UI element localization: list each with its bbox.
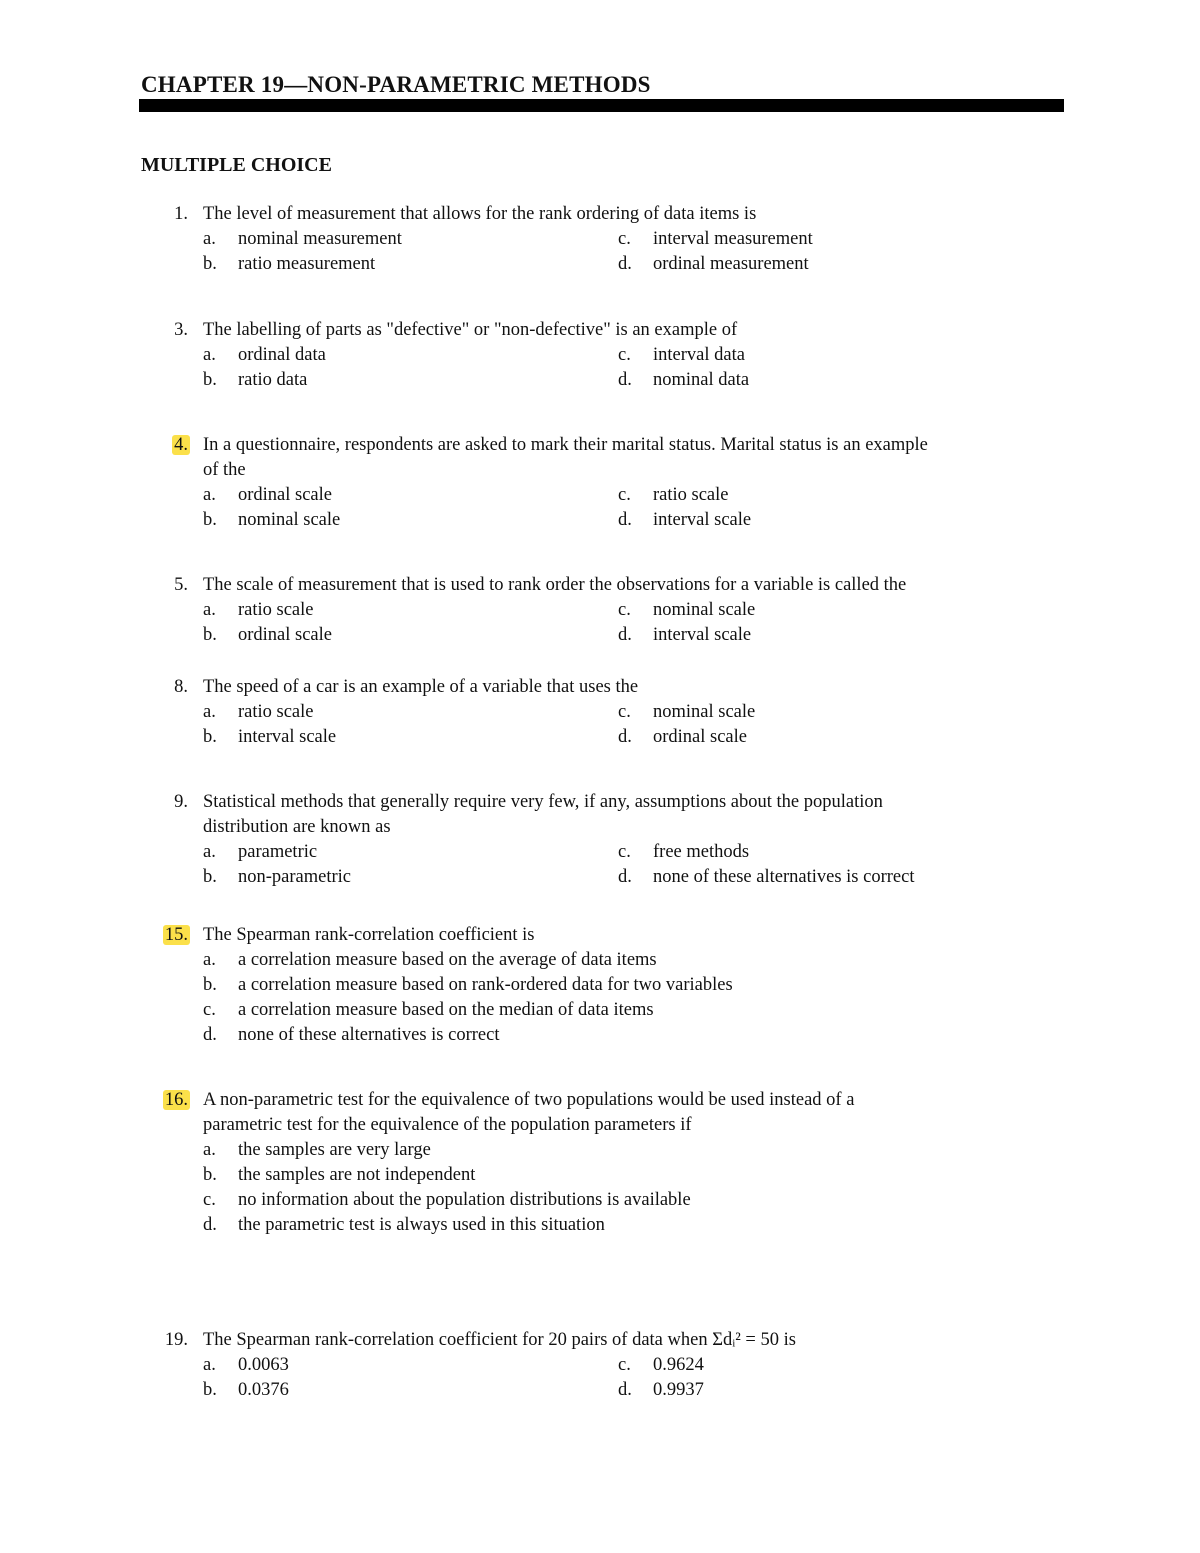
question-number	[140, 202, 190, 227]
question-number-text: 5.	[174, 575, 188, 595]
option-text: 0.0376	[238, 1380, 289, 1400]
question-number-highlighted: 4.	[174, 435, 188, 455]
question-text: The Spearman rank-correlation coefficient is	[203, 925, 535, 945]
option-letter: a.	[203, 950, 216, 970]
option-text: nominal data	[653, 370, 750, 390]
question-stem-line	[140, 458, 1065, 483]
question-text: The scale of measurement that is used to rank order the observations for a variable is called the	[203, 575, 907, 595]
option-text: no information about the population distributions is available	[238, 1190, 691, 1210]
option-letter: a.	[203, 1140, 216, 1160]
option-row	[140, 700, 1065, 725]
option-letter: a.	[203, 600, 216, 620]
option-letter: d.	[618, 370, 632, 390]
option-letter: b.	[203, 1165, 217, 1185]
option-text: the samples are very large	[238, 1140, 431, 1160]
option-letter: a.	[203, 702, 216, 722]
option-text: non-parametric	[238, 867, 351, 887]
question-text: distribution are known as	[203, 817, 391, 837]
option-row	[140, 252, 1065, 277]
option-letter: c.	[618, 345, 631, 365]
option-letter: d.	[203, 1025, 217, 1045]
option-text: ordinal scale	[238, 625, 332, 645]
option-letter: d.	[618, 1380, 632, 1400]
question-item	[140, 923, 1065, 1048]
option-letter: c.	[618, 600, 631, 620]
question-text: In a questionnaire, respondents are asked to mark their marital status. Marital status is an example	[203, 435, 928, 455]
option-text: a correlation measure based on the average of data items	[238, 950, 657, 970]
question-item	[140, 1328, 1065, 1403]
option-letter: b.	[203, 975, 217, 995]
option-text: interval scale	[653, 625, 752, 645]
question-text: The Spearman rank-correlation coefficient for 20 pairs of data when Σdᵢ² = 50 is	[203, 1330, 796, 1350]
option-row	[140, 998, 1065, 1023]
option-text: nominal measurement	[238, 229, 402, 249]
chapter-title: CHAPTER 19—NON-PARAMETRIC METHODS	[141, 72, 651, 97]
option-row	[140, 1378, 1065, 1403]
question-item	[140, 675, 1065, 750]
title-rule	[139, 99, 1064, 112]
question-number-text: 3.	[174, 320, 188, 340]
option-letter: a.	[203, 842, 216, 862]
option-letter: d.	[618, 625, 632, 645]
option-letter: c.	[203, 1000, 216, 1020]
option-text: a correlation measure based on rank-ordered data for two variables	[238, 975, 733, 995]
option-text: nominal scale	[653, 600, 756, 620]
option-text: a correlation measure based on the median of data items	[238, 1000, 654, 1020]
option-row	[140, 725, 1065, 750]
question-text: parametric test for the equivalence of the population parameters if	[203, 1115, 692, 1135]
question-number-text: 1.	[174, 204, 188, 224]
question-number	[140, 675, 190, 700]
option-letter: a.	[203, 1355, 216, 1375]
question-number-highlighted: 15.	[164, 925, 188, 945]
question-text: The labelling of parts as "defective" or "non-defective" is an example of	[203, 320, 738, 340]
option-row	[140, 368, 1065, 393]
question-number	[140, 1328, 190, 1353]
option-row	[140, 598, 1065, 623]
question-stem-line	[140, 790, 1065, 815]
option-row	[140, 1138, 1065, 1163]
question-item	[140, 433, 1065, 533]
option-letter: d.	[618, 510, 632, 530]
question-stem-line	[140, 318, 1065, 343]
option-text: nominal scale	[653, 702, 756, 722]
option-letter: a.	[203, 229, 216, 249]
option-letter: d.	[618, 867, 632, 887]
question-number	[140, 790, 190, 815]
question-item	[140, 573, 1065, 648]
question-number-highlighted: 16.	[164, 1090, 188, 1110]
question-number	[140, 573, 190, 598]
section-heading: MULTIPLE CHOICE	[141, 154, 332, 176]
option-letter: c.	[203, 1190, 216, 1210]
option-text: ratio measurement	[238, 254, 376, 274]
option-text: ordinal scale	[238, 485, 332, 505]
question-stem-line	[140, 815, 1065, 840]
option-text: nominal scale	[238, 510, 341, 530]
option-letter: c.	[618, 485, 631, 505]
option-text: ordinal measurement	[653, 254, 809, 274]
option-row	[140, 1213, 1065, 1238]
question-stem-line	[140, 573, 1065, 598]
option-row	[140, 1163, 1065, 1188]
question-stem-line	[140, 1113, 1065, 1138]
question-number	[140, 1088, 190, 1113]
option-row	[140, 865, 1065, 890]
question-number-text: 9.	[174, 792, 188, 812]
option-letter: c.	[618, 1355, 631, 1375]
option-text: ratio data	[238, 370, 308, 390]
option-letter: c.	[618, 229, 631, 249]
question-stem-line	[140, 1088, 1065, 1113]
question-number-text: 8.	[174, 677, 188, 697]
option-row	[140, 840, 1065, 865]
option-text: 0.0063	[238, 1355, 289, 1375]
option-letter: d.	[618, 727, 632, 747]
option-letter: c.	[618, 842, 631, 862]
option-letter: b.	[203, 625, 217, 645]
option-text: interval measurement	[653, 229, 813, 249]
option-text: interval data	[653, 345, 745, 365]
option-letter: b.	[203, 1380, 217, 1400]
option-letter: d.	[618, 254, 632, 274]
option-text: parametric	[238, 842, 318, 862]
question-number	[140, 923, 190, 948]
option-text: interval scale	[238, 727, 337, 747]
option-text: none of these alternatives is correct	[238, 1025, 500, 1045]
question-text: The level of measurement that allows for the rank ordering of data items is	[203, 204, 757, 224]
question-text: of the	[203, 460, 246, 480]
option-letter: b.	[203, 510, 217, 530]
option-row	[140, 1023, 1065, 1048]
question-number	[140, 433, 190, 458]
option-row	[140, 948, 1065, 973]
option-letter: b.	[203, 867, 217, 887]
option-text: 0.9624	[653, 1355, 704, 1375]
question-stem-line	[140, 433, 1065, 458]
option-text: the samples are not independent	[238, 1165, 476, 1185]
option-letter: b.	[203, 370, 217, 390]
option-letter: b.	[203, 254, 217, 274]
question-stem-line	[140, 675, 1065, 700]
question-item	[140, 790, 1065, 890]
option-row	[140, 227, 1065, 252]
question-number	[140, 318, 190, 343]
option-letter: a.	[203, 485, 216, 505]
option-text: ratio scale	[653, 485, 729, 505]
option-text: interval scale	[653, 510, 752, 530]
option-text: the parametric test is always used in this situation	[238, 1215, 605, 1235]
question-stem-line	[140, 923, 1065, 948]
question-text: A non-parametric test for the equivalence of two populations would be used instead of a	[203, 1090, 855, 1110]
option-letter: a.	[203, 345, 216, 365]
question-item	[140, 318, 1065, 393]
option-row	[140, 343, 1065, 368]
option-text: none of these alternatives is correct	[653, 867, 915, 887]
option-row	[140, 1353, 1065, 1378]
question-stem-line	[140, 1328, 1065, 1353]
option-text: ordinal scale	[653, 727, 747, 747]
option-text: 0.9937	[653, 1380, 704, 1400]
option-row	[140, 483, 1065, 508]
option-row	[140, 973, 1065, 998]
question-number-text: 19.	[164, 1330, 188, 1350]
option-letter: b.	[203, 727, 217, 747]
option-letter: c.	[618, 702, 631, 722]
question-text: The speed of a car is an example of a variable that uses the	[203, 677, 639, 697]
option-text: ratio scale	[238, 702, 314, 722]
option-text: ratio scale	[238, 600, 314, 620]
question-item	[140, 1088, 1065, 1238]
option-row	[140, 623, 1065, 648]
question-item	[140, 202, 1065, 277]
question-stem-line	[140, 202, 1065, 227]
option-text: ordinal data	[238, 345, 326, 365]
option-row	[140, 508, 1065, 533]
option-text: free methods	[653, 842, 750, 862]
option-letter: d.	[203, 1215, 217, 1235]
option-row	[140, 1188, 1065, 1213]
question-text: Statistical methods that generally require very few, if any, assumptions about the population	[203, 792, 883, 812]
